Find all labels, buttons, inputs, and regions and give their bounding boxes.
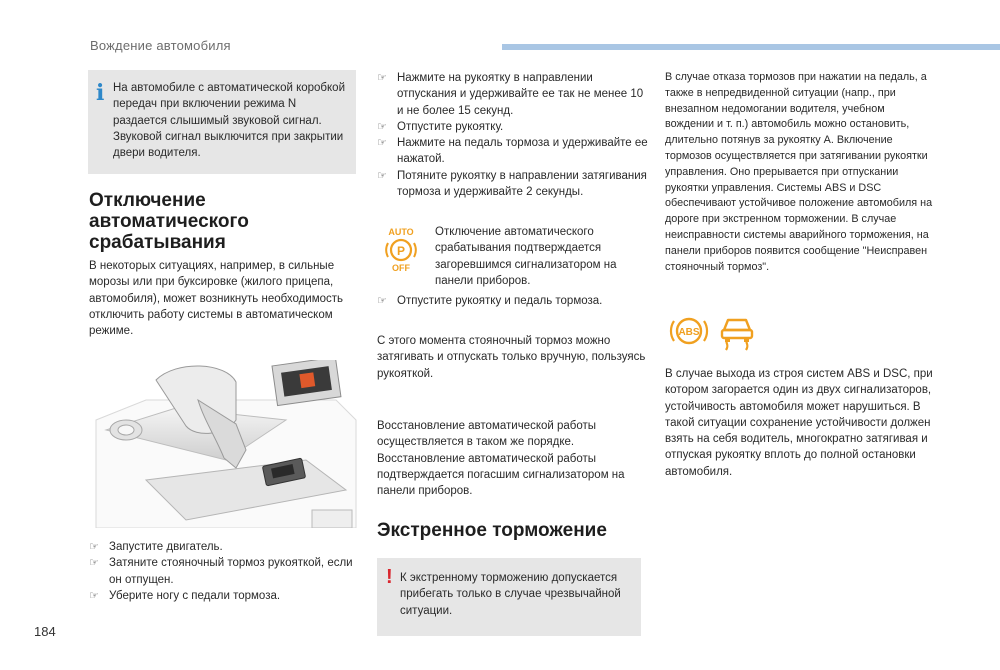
info-box-text: На автомобиле с автоматической коробкой передач при включении режима N раздается слышимый звуковой сигнал. Звуковой сигнал выключится при закрытии двери водителя.: [113, 82, 345, 160]
restore-auto-paragraph: Восстановление автоматической работы осуществляется в таком же порядке. Восстановление автоматической работы подтверждается погасшим сигнализатором на панели приборов.: [377, 420, 625, 498]
manual-mode-paragraph: С этого момента стояночный тормоз можно затягивать и отпускать только вручную, пользуясь рукояткой.: [377, 335, 646, 380]
pointing-hand-icon: ☞: [89, 589, 99, 602]
list-item: ☞ Отпустите рукоятку.: [377, 119, 649, 135]
auto-icon-symbol: P: [396, 244, 406, 258]
warning-text: К экстренному торможению допускается прибегать только в случае чрезвычайной ситуации.: [400, 572, 621, 617]
section1-body: В некоторых ситуациях, например, в сильные морозы или при буксировке (жилого прицепа, автомобиля), может возникнуть необходимость отключить работу системы в автоматическом режиме.: [89, 260, 344, 338]
list-item: ☞ Запустите двигатель.: [89, 539, 357, 555]
list-item: ☞ Уберите ногу с педали тормоза.: [89, 588, 357, 604]
abs-warning-icon: [668, 313, 710, 349]
parking-brake-illustration: [86, 360, 358, 528]
auto-p-off-icon: [383, 225, 419, 273]
list-item: ☞ Отпустите рукоятку и педаль тормоза.: [377, 293, 649, 309]
brake-failure-paragraph: В случае отказа тормозов при нажатии на педаль, а также в непредвиденной ситуации (напр., при внезапном недомогании водителя, учебном вождении и т. п.) автомобиль можно остановить, длительно потянув за рукоятку A. Включение тормозов осуществляется при затягивании рукоятки управления. Оно прерывается при отпускании рукоятки управления. Системы ABS и DSC обеспечивают устойчивое положение автомобиля на дороге при экстренном торможении. В случае неисправности системы аварийного торможения, на панели приборов появится сообщение "Неисправен стояночный тормоз".: [665, 71, 933, 273]
steps-list-middle: [377, 70, 649, 200]
pointing-hand-icon: ☞: [377, 120, 387, 133]
steps-list-disable: [89, 539, 357, 604]
section-title-disable-auto: Отключение автоматического срабатывания: [89, 190, 249, 253]
pointing-hand-icon: ☞: [377, 137, 387, 150]
info-icon: i: [96, 80, 105, 106]
steps-list-middle-2: [377, 293, 649, 309]
abs-dsc-failure-paragraph: В случае выхода из строя систем ABS и DSC, при котором загорается один из двух сигнализаторов, устойчивость автомобиля может нарушиться. В такой ситуации сохранение устойчивости должен взять на себя водитель, многократно затягивая и отпуская рукоятку вплоть до полной остановки автомобиля.: [665, 368, 933, 478]
warning-icon: !: [386, 566, 393, 588]
auto-icon-bottom-label: OFF: [392, 263, 410, 273]
list-item: ☞ Нажмите на педаль тормоза и удерживайте ее нажатой.: [377, 137, 648, 166]
dsc-stability-icon: [716, 310, 758, 352]
list-item: ☞ Потяните рукоятку в направлении затягивания тормоза и удерживайте 2 секунды.: [377, 169, 647, 199]
section-header-title: Вождение автомобиля: [90, 38, 231, 53]
list-item: ☞ Затяните стояночный тормоз рукояткой, если он отпущен.: [89, 557, 353, 586]
page-number: 184: [34, 624, 56, 639]
pointing-hand-icon: ☞: [89, 557, 99, 570]
auto-off-indicator-text: Отключение автоматического срабатывания подтверждается загоревшимся сигнализатором на панели приборов.: [435, 226, 617, 287]
list-item: ☞ Нажмите на рукоятку в направлении отпускания и удерживайте ее так не менее 10 и не более 15 секунд.: [377, 72, 644, 117]
pointing-hand-icon: ☞: [377, 295, 387, 307]
pointing-hand-icon: ☞: [377, 72, 387, 84]
section-title-emergency-braking: Экстренное торможение: [377, 520, 607, 541]
auto-icon-top-label: AUTO: [388, 227, 414, 237]
header-accent-bar: [502, 44, 1000, 50]
pointing-hand-icon: ☞: [377, 169, 387, 182]
pointing-hand-icon: ☞: [89, 541, 99, 553]
abs-icon-label: ABS: [678, 327, 700, 338]
